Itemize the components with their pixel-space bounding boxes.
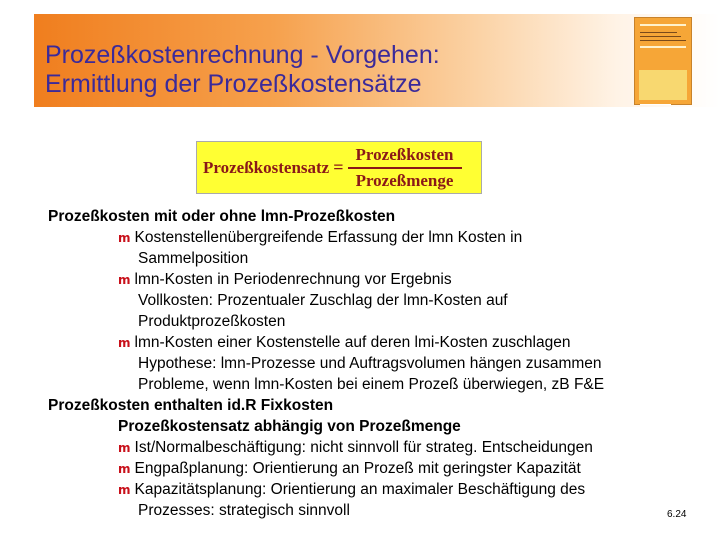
subheading-line: Prozeßkostensatz abhängig von Prozeßmenge (118, 418, 461, 435)
bullet-icon: m (118, 336, 131, 350)
slide-title (45, 41, 440, 99)
bullet-item: m Kapazitätsplanung: Orientierung an maximaler Beschäftigung des (48, 479, 718, 500)
bullet-continuation: Sammelposition (138, 250, 249, 267)
formula-box (196, 141, 482, 194)
bullet-continuation: Vollkosten: Prozentualer Zuschlag der lmn-Kosten auf (138, 292, 508, 309)
heading-line: Prozeßkosten enthalten id.R Fixkosten (48, 397, 334, 414)
bullet-icon: m (118, 441, 131, 455)
formula-equals: = (333, 157, 344, 177)
heading-line: Prozeßkosten mit oder ohne lmn-Prozeßkosten (48, 208, 396, 225)
bullet-continuation: Hypothese: lmn-Prozesse und Auftragsvolumen hängen zusammen (138, 355, 602, 372)
fraction-bar (348, 167, 462, 169)
formula-denominator: Prozeßmenge (355, 170, 454, 190)
formula-lhs: Prozeßkostensatz (203, 157, 330, 177)
formula-numerator: Prozeßkosten (355, 144, 454, 164)
book-cover-icon (634, 17, 692, 105)
formula-fraction (348, 145, 462, 191)
bullet-icon: m (118, 462, 131, 476)
slide-title-line-2: Ermittlung der Prozeßkostensätze (45, 70, 422, 98)
bullet-item: m Engpaßplanung: Orientierung an Prozeß mit geringster Kapazität (48, 458, 718, 479)
bullet-icon: m (118, 483, 131, 497)
bullet-item: m lmn-Kosten in Periodenrechnung vor Ergebnis (48, 269, 718, 290)
bullet-item: m Kostenstellenübergreifende Erfassung der lmn Kosten in (48, 227, 718, 248)
bullet-item: m lmn-Kosten einer Kostenstelle auf deren lmi-Kosten zuschlagen (48, 332, 718, 353)
page-number: 6.24 (667, 509, 687, 520)
bullet-item: m Ist/Normalbeschäftigung: nicht sinnvoll für strateg. Entscheidungen (48, 437, 718, 458)
slide-title-line-1: Prozeßkostenrechnung - Vorgehen: (45, 41, 440, 69)
bullet-continuation: Prozesses: strategisch sinnvoll (138, 502, 350, 519)
bullet-continuation: Probleme, wenn lmn-Kosten bei einem Prozeß überwiegen, zB F&E (138, 376, 605, 393)
bullet-content (48, 206, 718, 521)
bullet-icon: m (118, 231, 131, 245)
bullet-continuation: Produktprozeßkosten (138, 313, 286, 330)
bullet-icon: m (118, 273, 131, 287)
